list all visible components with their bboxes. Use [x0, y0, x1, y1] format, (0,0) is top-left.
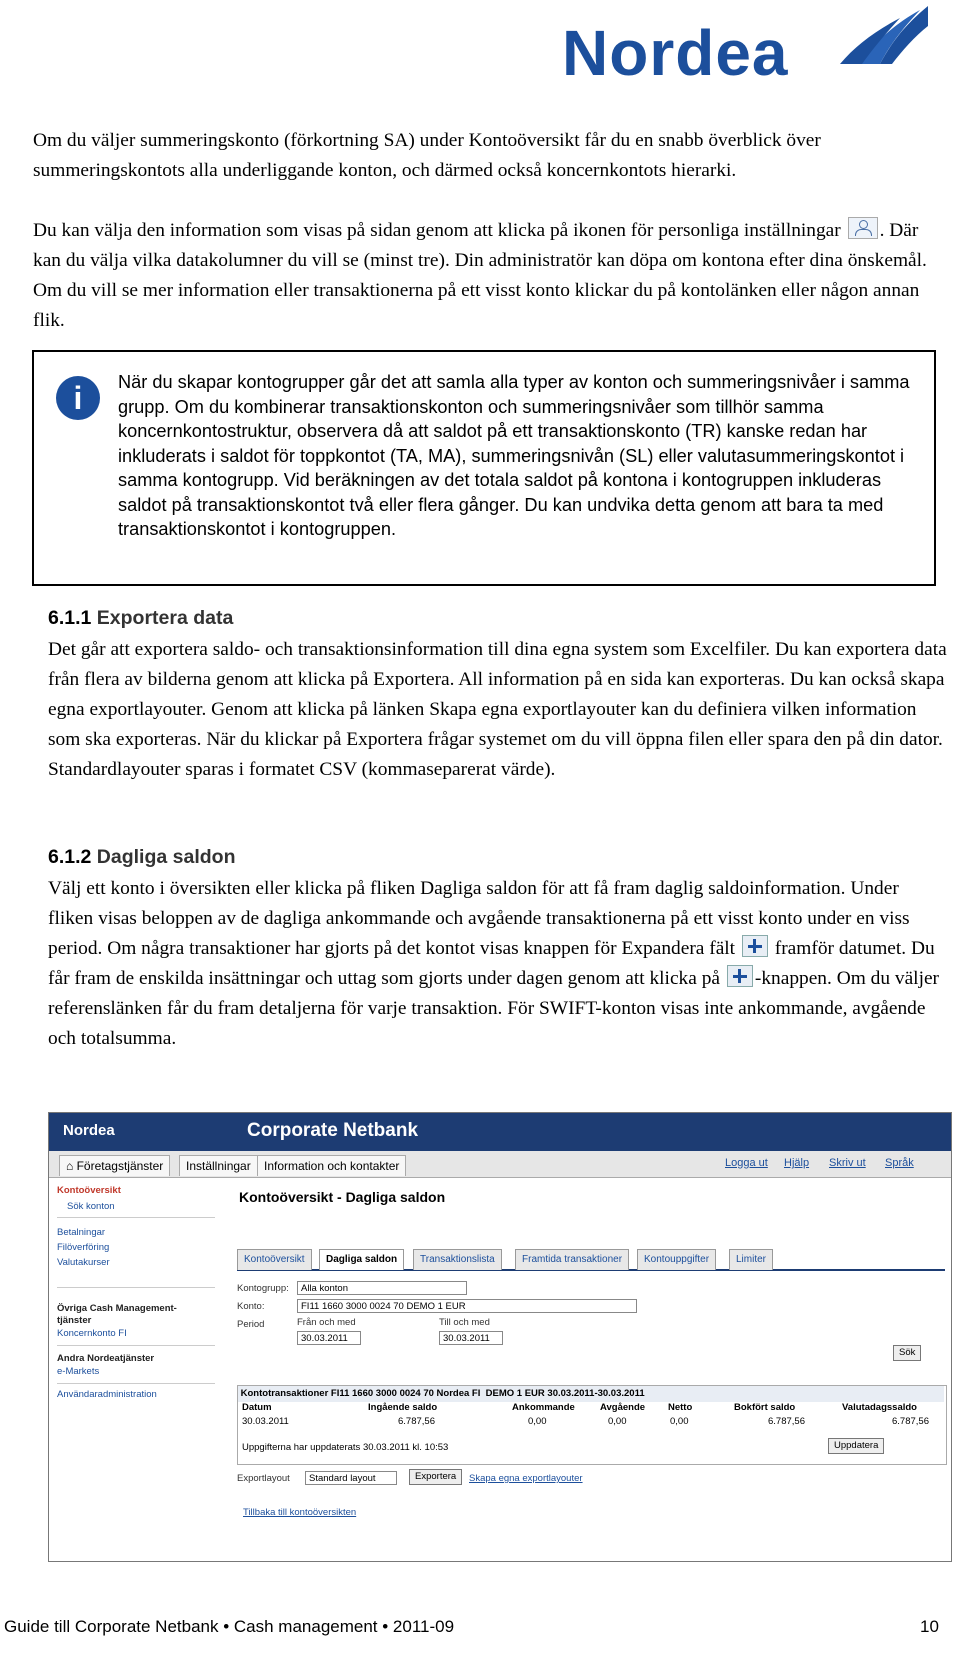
- expand-icon: [742, 935, 768, 957]
- col-ingaende: Ingående saldo: [368, 1402, 438, 1413]
- sidebar-heading-ovriga: Övriga Cash Management-: [57, 1303, 177, 1314]
- expand-icon: [727, 965, 753, 987]
- col-netto: Netto: [668, 1402, 693, 1413]
- sidebar-heading-tjanster: tjänster: [57, 1315, 92, 1326]
- create-export-layout-link[interactable]: Skapa egna exportlayouter: [469, 1473, 583, 1484]
- tab-installningar[interactable]: Inställningar: [179, 1155, 258, 1176]
- table-header: Kontotransaktioner FI11 1660 3000 0024 70 Nordea FI DEMO 1 EUR 30.03.2011-30.03.2011: [238, 1386, 944, 1402]
- subtab-framtida[interactable]: Framtida transaktioner: [515, 1249, 629, 1270]
- logo-text: Nordea: [562, 17, 789, 89]
- table-cell: 0,00: [670, 1416, 689, 1427]
- subtabs: [237, 1249, 945, 1271]
- col-datum: Datum: [242, 1402, 272, 1413]
- page-number: 10: [920, 1617, 939, 1636]
- page-title: Kontoöversikt - Dagliga saldon: [239, 1189, 446, 1205]
- footer-text: Guide till Corporate Netbank • Cash management • 2011-09: [4, 1617, 455, 1636]
- info-icon: i: [56, 376, 100, 420]
- sidebar-item-kontooversikt[interactable]: Kontoöversikt: [57, 1185, 121, 1196]
- sidebar-item-betalningar[interactable]: Betalningar: [57, 1227, 106, 1238]
- back-link[interactable]: Tillbaka till kontoöversikten: [243, 1507, 357, 1518]
- sidebar-heading-andra: Andra Nordeatjänster: [57, 1353, 155, 1364]
- sidebar-item-emarkets[interactable]: e-Markets: [57, 1366, 100, 1377]
- intro-paragraph: Om du väljer summeringskonto (förkortning SA) under Kontoöversikt får du en snabb överblick över summeringskontots alla underliggande konton, och därmed också koncernkontots hierarki.: [33, 130, 821, 181]
- info-box: [32, 350, 936, 586]
- section-heading-daily: 6.1.2 Dagliga saldon: [48, 846, 236, 868]
- col-avgaende: Avgående: [600, 1402, 646, 1413]
- subtab-kontooversikt[interactable]: Kontoöversikt: [237, 1249, 312, 1270]
- period-label: Period: [237, 1319, 265, 1330]
- update-button[interactable]: Uppdatera: [828, 1438, 884, 1454]
- settings-text-a: Du kan välja den information som visas på sidan genom att klicka på ikonen för personliga inställningar: [33, 220, 846, 241]
- sidebar-item-sok-konton[interactable]: Sök konton: [67, 1201, 115, 1212]
- table-cell: 6.787,56: [768, 1416, 805, 1427]
- daily-paragraph: Välj ett konto i översikten eller klicka på fliken Dagliga saldon för att få fram daglig saldoinformation. Under fliken visas beloppen av de dagliga ankommande och avgående transaktionerna på ett visst konto under en viss period. Om några transaktioner har gjorts på det kontot visas knappen för Expandera fält framför datumet. Du får fram de enskilda insättningar och uttag som gjorts under dagen genom att klicka på -knappen. Om du väljer referenslänken får du fram detaljerna för varje transaktion. För SWIFT-konton visas inte ankommande, avgående och totalsumma.: [48, 878, 940, 1049]
- export-button[interactable]: Exportera: [409, 1469, 462, 1485]
- main-panel: [229, 1177, 949, 1561]
- tab-foretagstjanster[interactable]: ⌂ Företagstjänster: [59, 1155, 170, 1176]
- logo-sail-icon: [840, 6, 930, 66]
- subtab-limiter[interactable]: Limiter: [729, 1249, 773, 1270]
- table-cell[interactable]: 30.03.2011: [242, 1416, 289, 1427]
- print-link[interactable]: Skriv ut: [829, 1157, 866, 1169]
- tab-information[interactable]: Information och kontakter: [257, 1155, 406, 1176]
- transactions-table: [237, 1385, 947, 1465]
- export-paragraph: Det går att exportera saldo- och transaktionsinformation till dina egna system som Excelfiler. Du kan exportera data från flera av bilderna genom att klicka på Exportera. All information på en sida kan exporteras. Du kan också skapa egna exportlayouter. Genom att klicka på länken Skapa egna exportlayouter kan du definiera vilken information som ska exporteras. När du klickar på Exportera frågar systemet om du vill öppna filen eller spara den på din dator. Standardlayouter sparas i formatet CSV (kommaseparerat värde).: [48, 639, 947, 780]
- language-link[interactable]: Språk: [885, 1157, 914, 1169]
- netbank-title: Corporate Netbank: [247, 1120, 419, 1141]
- kontogrupp-label: Kontogrupp:: [237, 1283, 289, 1294]
- table-cell: 0,00: [528, 1416, 547, 1427]
- konto-select[interactable]: FI11 1660 3000 0024 70 DEMO 1 EUR: [297, 1299, 637, 1313]
- netbank-header: [49, 1113, 951, 1151]
- nordea-logo: [562, 8, 942, 88]
- section-heading-export: 6.1.1 Exportera data: [48, 607, 234, 629]
- logout-link[interactable]: Logga ut: [725, 1157, 768, 1169]
- kontogrupp-select[interactable]: Alla konton: [297, 1281, 467, 1295]
- settings-paragraph: [33, 216, 933, 336]
- updated-label: Uppgifterna har uppdaterats 30.03.2011 kl. 10:53: [242, 1442, 449, 1453]
- settings-text-b: . Där kan du välja vilka datakolumner du vill se (minst tre). Din administratör kan döpa om kontona efter dina önskemål. Om du vill se mer information eller transaktionerna på ett visst konto klickar du på kontolänken eller någon annan flik.: [33, 220, 927, 331]
- konto-label: Konto:: [237, 1301, 265, 1312]
- netbank-logo: Nordea: [63, 1122, 115, 1139]
- exportlayout-label: Exportlayout: [237, 1473, 290, 1484]
- subtab-transaktionslista[interactable]: Transaktionslista: [413, 1249, 502, 1270]
- col-valutadag: Valutadagssaldo: [842, 1402, 917, 1413]
- netbank-screenshot: [48, 1112, 952, 1562]
- fran-label: Från och med: [297, 1317, 356, 1328]
- sidebar-item-koncernkonto[interactable]: Koncernkonto FI: [57, 1328, 127, 1339]
- col-ankommande: Ankommande: [512, 1402, 575, 1413]
- table-cell: 6.787,56: [398, 1416, 435, 1427]
- subtab-kontouppgifter[interactable]: Kontouppgifter: [637, 1249, 716, 1270]
- till-label: Till och med: [439, 1317, 490, 1328]
- help-link[interactable]: Hjälp: [784, 1157, 810, 1169]
- sidebar-item-anvandaradmin[interactable]: Användaradministration: [57, 1389, 157, 1400]
- col-bokfort: Bokfört saldo: [734, 1402, 796, 1413]
- personal-settings-icon: [848, 217, 878, 239]
- till-date-input[interactable]: 30.03.2011: [439, 1331, 503, 1345]
- table-cell: 0,00: [608, 1416, 627, 1427]
- table-cell: 6.787,56: [892, 1416, 929, 1427]
- info-text: När du skapar kontogrupper går det att samla alla typer av konton och summeringsnivåer i samma grupp. Om du kombinerar transaktionskonton och summeringsnivåer som tillhör samma koncernkontostruktur, observera då att saldot på ett transaktionskonto (TR) kanske redan har inkluderats i saldot för toppkontot (TA, MA), summeringsnivån (SL) eller valutasummeringskontot i samma kontogrupp. Vid beräkningen av det totala saldot på kontona i kontogruppen inkluderas saldot på transaktionskontot två eller flera gånger. Du kan undvika detta genom att bara ta med transaktionskontot i kontogruppen.: [118, 372, 910, 539]
- exportlayout-select[interactable]: Standard layout: [305, 1471, 397, 1485]
- sidebar-item-filoverforing[interactable]: Filöverföring: [57, 1242, 110, 1253]
- sidebar-item-valutakurser[interactable]: Valutakurser: [57, 1257, 110, 1268]
- subtab-dagliga-saldon[interactable]: Dagliga saldon: [319, 1249, 404, 1270]
- fran-date-input[interactable]: 30.03.2011: [297, 1331, 361, 1345]
- search-button[interactable]: Sök: [893, 1345, 921, 1361]
